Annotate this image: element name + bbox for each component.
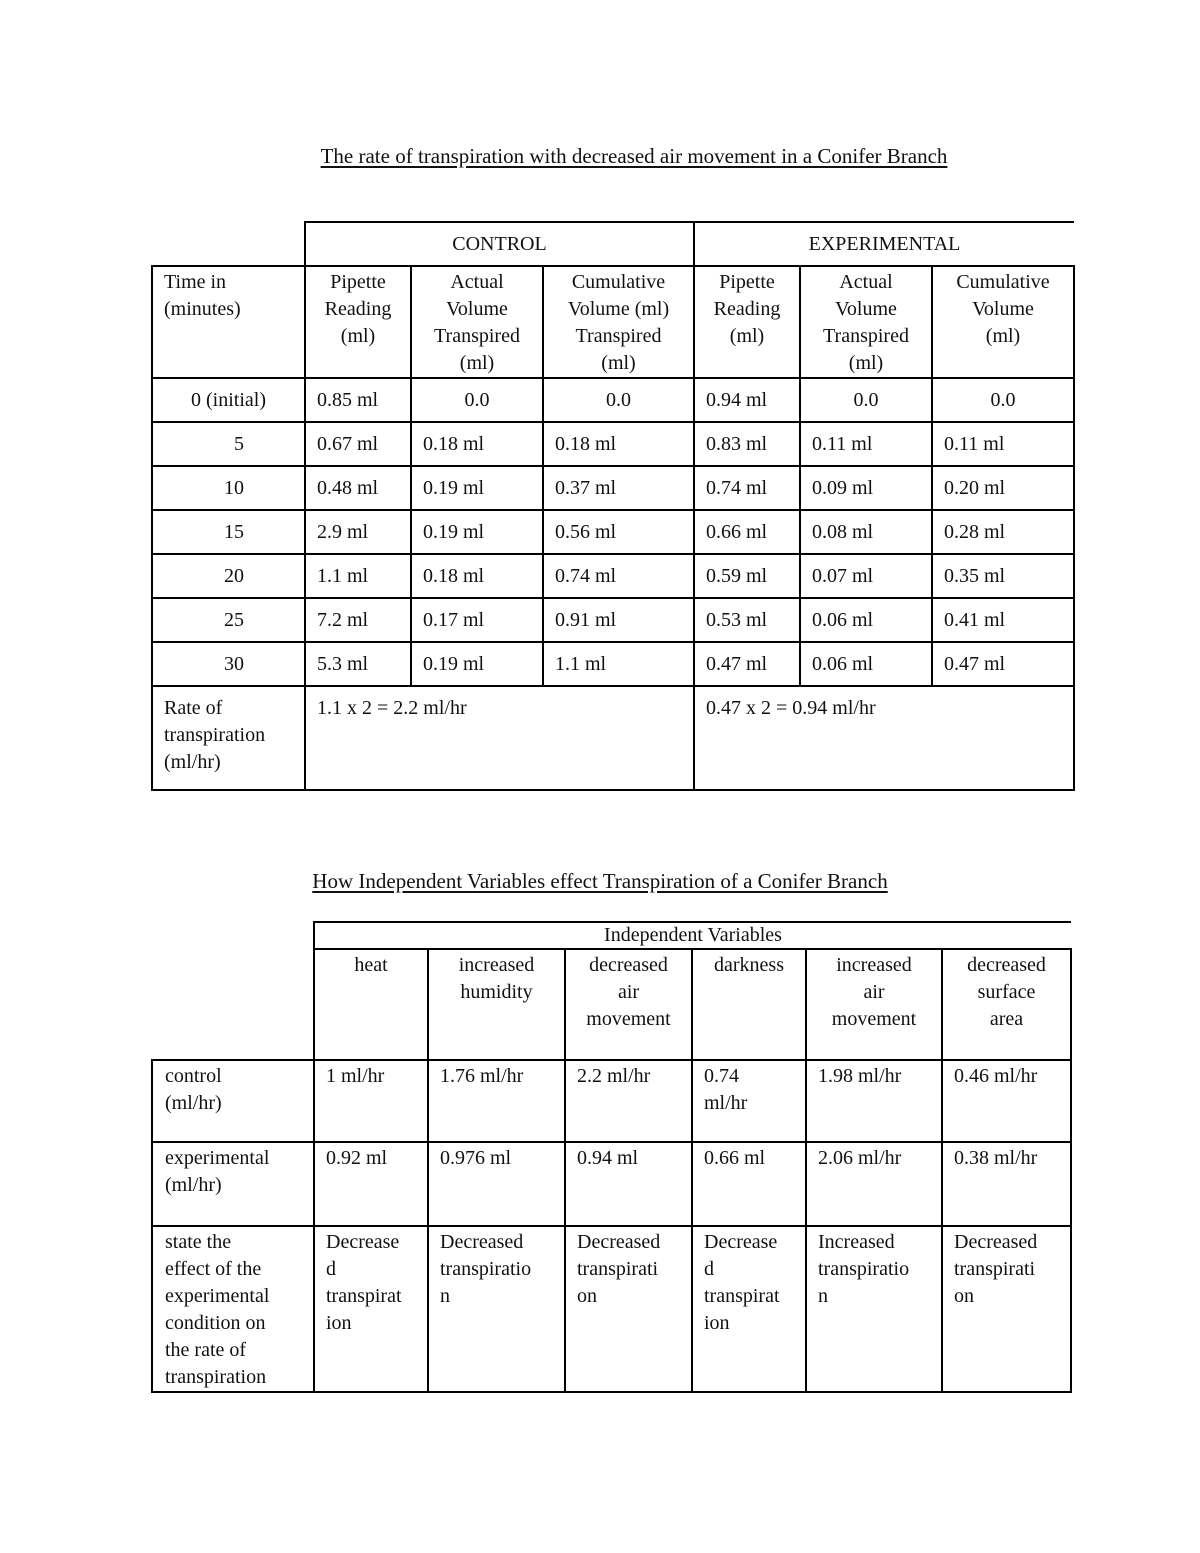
transpiration-rate-table <box>151 221 1075 791</box>
value-cell: 0.0 <box>932 378 1074 422</box>
value-cell: 0.09 ml <box>800 466 932 510</box>
label-line: (ml/hr) <box>165 1174 222 1196</box>
header-line: (ml) <box>729 325 765 347</box>
value-cell: 0.53 ml <box>694 598 800 642</box>
value-line: n <box>818 1285 828 1307</box>
control-value <box>428 1060 565 1142</box>
independent-variables-table <box>151 921 1072 1393</box>
table-row <box>152 598 1074 642</box>
variable-header <box>314 949 428 1060</box>
rate-experimental: 0.47 x 2 = 0.94 ml/hr <box>694 686 1074 790</box>
header-line: increased <box>836 954 912 976</box>
experimental-value: 0.94 ml <box>565 1142 692 1226</box>
value-cell: 0.11 ml <box>932 422 1074 466</box>
value-cell: 0.85 ml <box>305 378 411 422</box>
value-cell: 0.74 ml <box>694 466 800 510</box>
value-line: transpiratio <box>440 1258 532 1280</box>
time-cell: 5 <box>152 422 305 466</box>
control-row-label <box>152 1060 314 1142</box>
header-line: Transpired <box>823 325 909 347</box>
value-cell: 0.47 ml <box>932 642 1074 686</box>
value-cell: 0.19 ml <box>411 510 543 554</box>
header-line: Actual <box>839 271 893 293</box>
exp-pipette-header <box>694 266 800 378</box>
effect-row-label <box>152 1226 314 1392</box>
value-cell: 7.2 ml <box>305 598 411 642</box>
header-line: (ml) <box>601 352 636 374</box>
header-line: Volume (ml) <box>567 298 670 320</box>
value-line: Decrease <box>704 1231 778 1253</box>
value-cell: 0.06 ml <box>800 598 932 642</box>
value-line: transpiratio <box>818 1258 910 1280</box>
label-line: control <box>165 1065 222 1087</box>
value-cell: 0.66 ml <box>694 510 800 554</box>
header-line: air <box>863 981 885 1003</box>
value-cell: 0.18 ml <box>411 554 543 598</box>
label-line: state the <box>165 1231 232 1253</box>
value-line: ion <box>704 1312 730 1334</box>
time-cell: 30 <box>152 642 305 686</box>
table-row <box>152 466 1074 510</box>
value-cell: 2.9 ml <box>305 510 411 554</box>
effect-value <box>806 1226 942 1392</box>
header-line: Volume <box>446 298 508 320</box>
value-line: 1.98 ml/hr <box>818 1065 902 1087</box>
header-line: Volume <box>972 298 1034 320</box>
value-cell: 0.07 ml <box>800 554 932 598</box>
time-cell: 0 (initial) <box>152 378 305 422</box>
exp-cumulative-header <box>932 266 1074 378</box>
rate-control: 1.1 x 2 = 2.2 ml/hr <box>305 686 694 790</box>
value-cell: 0.83 ml <box>694 422 800 466</box>
time-cell: 20 <box>152 554 305 598</box>
value-cell: 0.47 ml <box>694 642 800 686</box>
value-cell: 0.35 ml <box>932 554 1074 598</box>
value-line: on <box>577 1285 597 1307</box>
header-line: Transpired <box>575 325 662 347</box>
control-value <box>565 1060 692 1142</box>
label-line: transpiration <box>164 724 266 746</box>
table-row <box>152 378 1074 422</box>
variable-header <box>428 949 565 1060</box>
value-line: transpirati <box>577 1258 659 1280</box>
header-line: heat <box>354 954 388 976</box>
experimental-value: 0.976 ml <box>428 1142 565 1226</box>
header-line: increased <box>458 954 535 976</box>
value-line: Decreased <box>440 1231 524 1253</box>
value-line: 0.46 ml/hr <box>954 1065 1038 1087</box>
value-cell: 0.59 ml <box>694 554 800 598</box>
value-cell: 0.18 ml <box>543 422 694 466</box>
value-line: Decreased <box>577 1231 661 1253</box>
control-value <box>314 1060 428 1142</box>
value-cell: 0.0 <box>411 378 543 422</box>
table-row <box>152 510 1074 554</box>
header-line: decreased <box>967 954 1046 976</box>
value-line: Decrease <box>326 1231 400 1253</box>
experimental-group-header: EXPERIMENTAL <box>694 222 1074 266</box>
rate-label <box>152 686 305 790</box>
value-line: ml/hr <box>704 1092 748 1114</box>
label-line: experimental <box>165 1285 270 1307</box>
effect-value <box>565 1226 692 1392</box>
header-line: Transpired <box>434 325 520 347</box>
value-line: transpirat <box>326 1285 402 1307</box>
experimental-row-label <box>152 1142 314 1226</box>
header-line: (minutes) <box>164 298 241 320</box>
value-cell: 0.94 ml <box>694 378 800 422</box>
experimental-value: 0.92 ml <box>314 1142 428 1226</box>
label-line: Rate of <box>164 697 223 719</box>
header-line: Cumulative <box>956 271 1050 293</box>
value-cell: 0.56 ml <box>543 510 694 554</box>
time-column-header <box>152 266 305 378</box>
control-value <box>692 1060 806 1142</box>
header-line: (ml) <box>985 325 1021 347</box>
effect-value <box>942 1226 1071 1392</box>
header-line: Pipette <box>719 271 775 293</box>
effect-value <box>314 1226 428 1392</box>
value-cell: 0.11 ml <box>800 422 932 466</box>
variable-header <box>942 949 1071 1060</box>
control-value <box>942 1060 1071 1142</box>
header-line: surface <box>977 981 1036 1003</box>
value-cell: 0.20 ml <box>932 466 1074 510</box>
value-cell: 0.67 ml <box>305 422 411 466</box>
label-line: transpiration <box>165 1366 267 1388</box>
header-line: darkness <box>714 954 784 976</box>
value-line: Increased <box>818 1231 895 1253</box>
time-cell: 15 <box>152 510 305 554</box>
header-line: Actual <box>450 271 504 293</box>
header-line: movement <box>831 1008 917 1030</box>
value-line: 1 ml/hr <box>326 1065 385 1087</box>
value-line: on <box>954 1285 974 1307</box>
value-line: d <box>704 1258 714 1280</box>
table-row <box>152 554 1074 598</box>
table-row <box>152 642 1074 686</box>
corner-cell <box>152 222 305 266</box>
value-line: transpirat <box>704 1285 780 1307</box>
control-pipette-header <box>305 266 411 378</box>
value-line: ion <box>326 1312 352 1334</box>
value-cell: 1.1 ml <box>543 642 694 686</box>
table1-title: The rate of transpiration with decreased air movement in a Conifer Branch <box>320 144 948 168</box>
label-line: (ml/hr) <box>165 1092 222 1114</box>
value-cell: 0.19 ml <box>411 466 543 510</box>
control-actual-header <box>411 266 543 378</box>
label-line: experimental <box>165 1147 270 1169</box>
value-cell: 0.19 ml <box>411 642 543 686</box>
header-line: Volume <box>835 298 897 320</box>
control-cumulative-header <box>543 266 694 378</box>
effect-value <box>692 1226 806 1392</box>
independent-variables-header: Independent Variables <box>314 922 1071 949</box>
label-line: (ml/hr) <box>164 751 221 773</box>
effect-value <box>428 1226 565 1392</box>
table-row <box>152 422 1074 466</box>
value-line: transpirati <box>954 1258 1036 1280</box>
variable-header <box>565 949 692 1060</box>
value-line: n <box>440 1285 450 1307</box>
header-line: air <box>617 981 640 1003</box>
value-line: 2.2 ml/hr <box>577 1065 651 1087</box>
value-line: d <box>326 1258 336 1280</box>
exp-actual-header <box>800 266 932 378</box>
value-cell: 0.91 ml <box>543 598 694 642</box>
value-cell: 0.41 ml <box>932 598 1074 642</box>
value-line: 0.74 <box>704 1065 739 1087</box>
control-value <box>806 1060 942 1142</box>
value-cell: 0.08 ml <box>800 510 932 554</box>
experimental-value: 0.38 ml/hr <box>942 1142 1071 1226</box>
time-cell: 10 <box>152 466 305 510</box>
corner-cell <box>152 949 314 1060</box>
control-group-header: CONTROL <box>305 222 694 266</box>
table2-title: How Independent Variables effect Transpiration of a Conifer Branch <box>312 869 888 893</box>
value-line: 1.76 ml/hr <box>440 1065 524 1087</box>
value-cell: 0.28 ml <box>932 510 1074 554</box>
value-line: Decreased <box>954 1231 1038 1253</box>
header-line: Pipette <box>330 271 386 293</box>
header-line: (ml) <box>848 352 884 374</box>
experimental-value: 2.06 ml/hr <box>806 1142 942 1226</box>
value-cell: 1.1 ml <box>305 554 411 598</box>
header-line: area <box>989 1008 1024 1030</box>
value-cell: 0.0 <box>543 378 694 422</box>
header-line: Reading <box>713 298 781 320</box>
value-cell: 0.06 ml <box>800 642 932 686</box>
label-line: effect of the <box>165 1258 262 1280</box>
variable-header <box>806 949 942 1060</box>
header-line: (ml) <box>340 325 376 347</box>
value-cell: 0.17 ml <box>411 598 543 642</box>
header-line: (ml) <box>459 352 495 374</box>
value-cell: 0.0 <box>800 378 932 422</box>
value-cell: 0.48 ml <box>305 466 411 510</box>
value-cell: 5.3 ml <box>305 642 411 686</box>
label-line: the rate of <box>165 1339 247 1361</box>
experimental-value: 0.66 ml <box>692 1142 806 1226</box>
variable-header <box>692 949 806 1060</box>
time-cell: 25 <box>152 598 305 642</box>
value-cell: 0.18 ml <box>411 422 543 466</box>
header-line: Time in <box>164 271 227 293</box>
corner-cell <box>152 922 314 949</box>
header-line: humidity <box>460 981 533 1003</box>
label-line: condition on <box>165 1312 266 1334</box>
value-cell: 0.74 ml <box>543 554 694 598</box>
header-line: decreased <box>589 954 668 976</box>
header-line: Cumulative <box>571 271 666 293</box>
header-line: Reading <box>324 298 392 320</box>
header-line: movement <box>586 1008 671 1030</box>
value-cell: 0.37 ml <box>543 466 694 510</box>
